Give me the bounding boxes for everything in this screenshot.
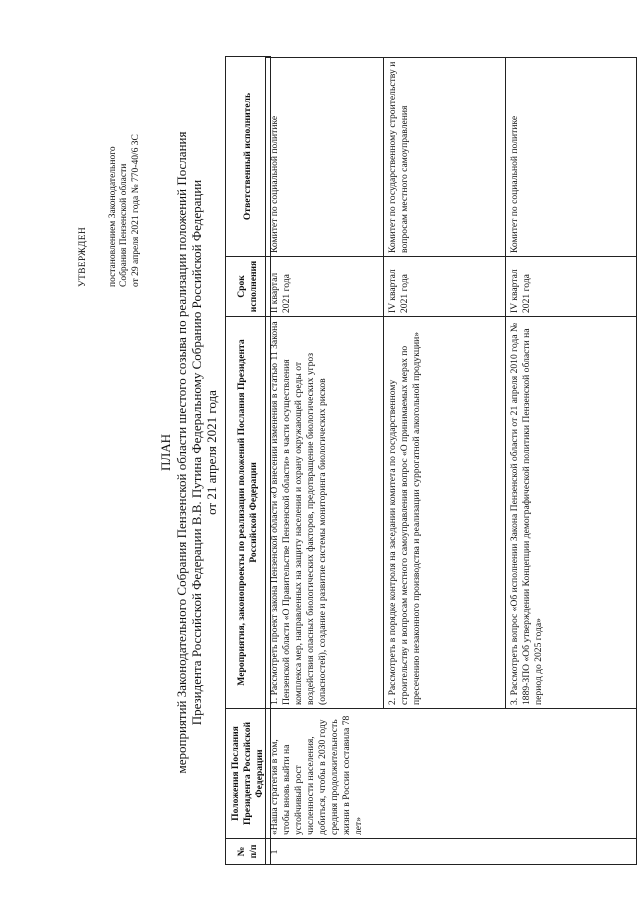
provision-cell: «Наша стратегия в том, чтобы вновь выйти на устойчивый рост численности населения, добиться, чтобы в 2030 году средняя продолжительность жизни в России составила 78 лет» bbox=[269, 715, 364, 835]
body-grid bbox=[265, 57, 637, 865]
header-term: Срок исполнения bbox=[226, 257, 271, 317]
header-responsible: Ответственный исполнитель bbox=[226, 57, 271, 257]
activity-cell: 2. Рассмотреть в порядке контроля на заседании комитета по государственному строительству и вопросам местного самоуправления вопрос «О принимаемых мерах по пресечению незаконного производства и реализации суррогатной алкогольной продукции» bbox=[387, 331, 422, 705]
approval-line-3: от 29 апреля 2021 года № 770-40/6 ЗС bbox=[130, 134, 141, 287]
term-cell: IV квартал 2021 года bbox=[509, 269, 532, 313]
responsible-cell: Комитет по государственному строительству и вопросам местного самоуправления bbox=[387, 61, 410, 253]
approval-line-1: постановлением Законодательного bbox=[107, 146, 118, 287]
activity-cell: 3. Рассмотреть вопрос «Об исполнении Закона Пензенской области от 21 апреля 2010 года № 1889-ЗПО «Об утверждении Концепции демографической политики Пензенской области на период до 2025 года» bbox=[509, 322, 544, 705]
activity-cell: 1. Рассмотреть проект закона Пензенской области «О внесении изменения в статью 11 Закона Пензенской области «О Правительстве Пензенской области» в части осуществления комплекса мер, направленных на защиту населения и охрану окружающей среды от воздействия опасных биологических факторов, предотвращение биологических угроз (опасностей), создание и развитие системы мониторинга биологических рисков bbox=[269, 321, 328, 705]
header-provision: Положения Послания Президента Российской Федерации bbox=[226, 709, 271, 839]
header-activity: Мероприятия, законопроекты по реализации положений Послания Президента Российской Федерации bbox=[226, 317, 271, 709]
title-heading: ПЛАН bbox=[158, 434, 173, 471]
approval-line-2: Собрания Пензенской области bbox=[119, 163, 129, 287]
title-line-1: мероприятий Законодательного Собрания Пензенской области шестого созыва по реализации положений Послания bbox=[174, 131, 189, 774]
term-cell: II квартал 2021 года bbox=[269, 272, 292, 313]
responsible-cell: Комитет по социальной политике bbox=[509, 115, 520, 253]
header-num: № п/п bbox=[226, 839, 271, 865]
title-line-3: от 21 апреля 2021 года bbox=[204, 390, 219, 515]
responsible-cell: Комитет по социальной политике bbox=[269, 115, 280, 253]
approval-heading: УТВЕРЖДЕН bbox=[78, 227, 88, 287]
row-number: 1 bbox=[269, 849, 280, 855]
term-cell: IV квартал 2021 года bbox=[387, 269, 410, 313]
title-line-2: Президента Российской Федерации В.В. Путина Федеральному Собранию Российской Федерации bbox=[189, 179, 204, 726]
